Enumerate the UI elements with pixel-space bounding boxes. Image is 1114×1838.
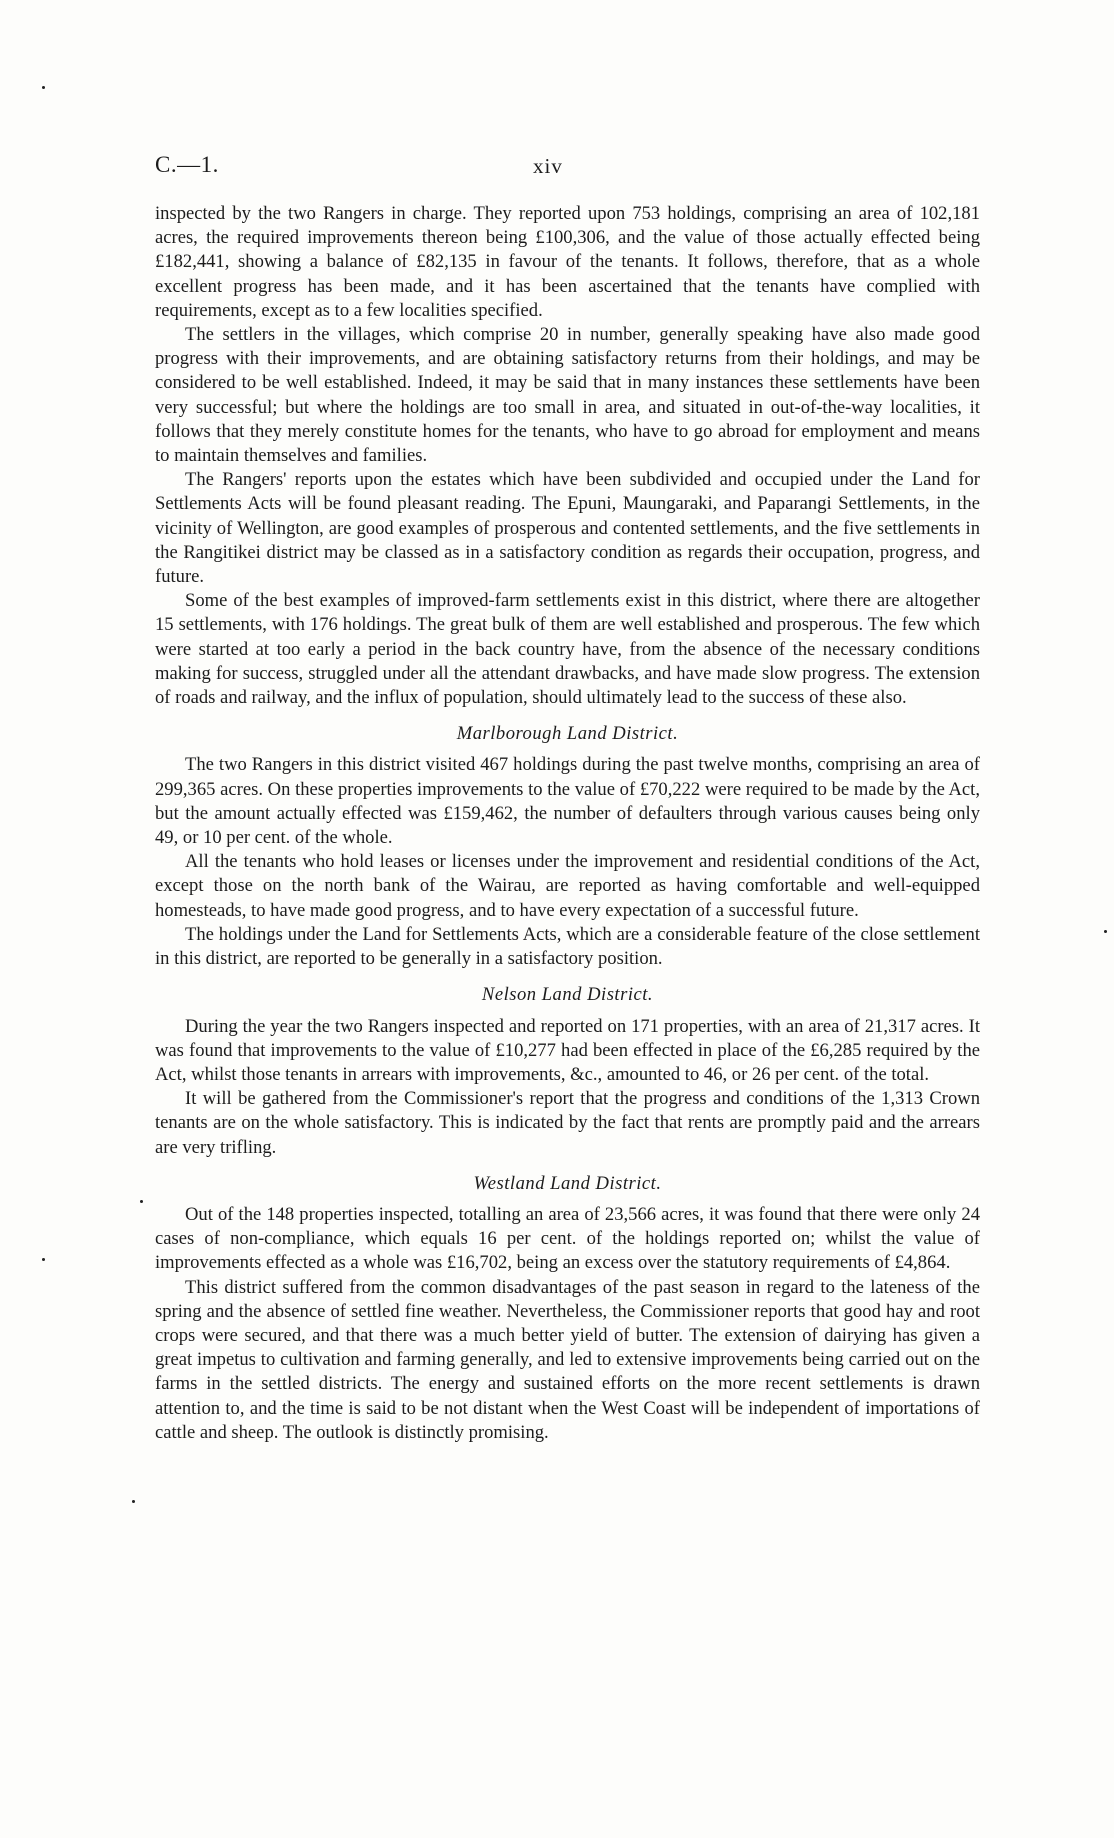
section-nelson — [155, 983, 980, 1159]
document-code: C.—1. — [155, 152, 219, 177]
paragraph: The holdings under the Land for Settlements Acts, which are a considerable feature of the close settlement in this district, are reported to be generally in a satisfactory position. — [155, 923, 980, 970]
paragraph: During the year the two Rangers inspected and reported on 171 properties, with an area of 21,317 acres. It was found that improvements to the value of £10,277 had been effected in place of the £6,285 required by the Act, whilst those tenants in arrears with improvements, &c., amounted to 46, or 26 per cent. of the total. — [155, 1015, 980, 1085]
scan-speck — [132, 1500, 135, 1503]
section-heading: Nelson Land District. — [481, 984, 654, 1006]
section-heading: Marlborough Land District. — [456, 723, 679, 745]
paragraph: The settlers in the villages, which comprise 20 in number, generally speaking have also made good progress with their improvements, and are obtaining satisfactory returns from their holdings, and may be considered to be well established. Indeed, it may be said that in many instances these settlements have been very successful; but where the holdings are too small in area, and situated in out-of-the-way localities, it follows that they merely constitute homes for the tenants, who have to go abroad for employment and means to maintain themselves and families. — [155, 324, 980, 467]
scan-speck — [42, 1258, 45, 1261]
scan-speck — [1104, 930, 1107, 933]
section-marlborough — [155, 722, 980, 971]
paragraph: Out of the 148 properties inspected, totalling an area of 23,566 acres, it was found that there were only 24 cases of non-compliance, which equals 16 per cent. of the holdings reported on; whilst the value of improvements effected as a whole was £16,702, being an excess over the statutory requirements of £4,864. — [155, 1203, 980, 1274]
page-number: xiv — [533, 154, 563, 178]
scan-speck — [42, 86, 45, 89]
scan-speck — [140, 1200, 143, 1203]
section-wellington-continued — [155, 202, 980, 710]
section-westland — [155, 1172, 980, 1445]
body-text — [155, 202, 980, 1445]
paragraph: All the tenants who hold leases or licenses under the improvement and residential conditions of the Act, except those on the north bank of the Wairau, are reported as having comfortable and well-equipped homesteads, to have made good progress, and to have every expectation of a successful future. — [155, 851, 980, 921]
paragraph: It will be gathered from the Commissioner's report that the progress and conditions of the 1,313 Crown tenants are on the whole satisfactory. This is indicated by the fact that rents are promptly paid and the arrears are very trifling. — [155, 1088, 980, 1158]
section-heading: Westland Land District. — [473, 1172, 662, 1194]
paragraph: Some of the best examples of improved-farm settlements exist in this district, where there are altogether 15 settlements, with 176 holdings. The great bulk of them are well established and prosperous. The few which were started at too early a period in the back country have, from the absence of the necessary conditions making for success, struggled under all the attendant drawbacks, and have made slow progress. The extension of roads and railway, and the influx of population, should ultimately lead to the success of these also. — [155, 590, 980, 709]
paragraph: inspected by the two Rangers in charge. They reported upon 753 holdings, comprising an area of 102,181 acres, the required improvements thereon being £100,306, and the value of those actually effected being £182,441, showing a balance of £82,135 in favour of the tenants. It follows, therefore, that as a whole excellent progress has been made, and it has been ascertained that the tenants have complied with requirements, except as to a few localities specified. — [155, 203, 980, 321]
paragraph: The two Rangers in this district visited 467 holdings during the past twelve months, comprising an area of 299,365 acres. On these properties improvements to the value of £70,222 were required to be made by the Act, but the amount actually effected was £159,462, the number of defaulters through various causes being only 49, or 10 per cent. of the whole. — [155, 754, 980, 849]
paragraph: The Rangers' reports upon the estates which have been subdivided and occupied under the Land for Settlements Acts will be found pleasant reading. The Epuni, Maungaraki, and Paparangi Settlements, in the vicinity of Wellington, are good examples of prosperous and contented settlements, and the five settlements in the Rangitikei district may be classed as in a satisfactory condition as regards their occupation, progress, and future. — [155, 469, 980, 588]
paragraph: This district suffered from the common disadvantages of the past season in regard to the lateness of the spring and the absence of settled fine weather. Nevertheless, the Commissioner reports that good hay and root crops were secured, and that there was a much better yield of butter. The extension of dairying has given a great impetus to cultivation and farming generally, and led to extensive improvements being carried out on the farms in the settled districts. The energy and sustained efforts on the more recent settlements is drawn attention to, and the time is said to be not distant when the West Coast will be independent of importations of cattle and sheep. The outlook is distinctly promising. — [155, 1276, 980, 1443]
